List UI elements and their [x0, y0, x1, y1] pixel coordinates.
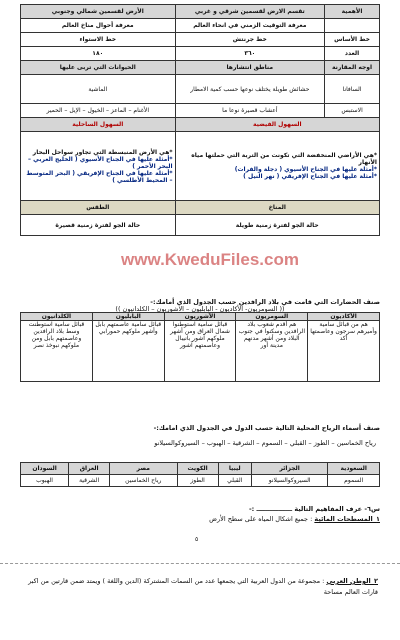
table-cell: الأرض لقسمين شمالي وجنوبي: [21, 5, 176, 19]
choices-line: رياح الخماسين – الطوز – القبلي – السموم – الشرقية – الهبوب – السيروكوالسيلانو: [154, 439, 376, 447]
page-number: ٥: [195, 536, 199, 543]
winds-table: [20, 462, 380, 487]
text-line: *هي الأرض المنبسطة التي تجاور سواحل البحار: [32, 148, 173, 156]
section-title: س٦- عرف المفاهيم التالية ــــــــــــــــ :-: [248, 505, 380, 513]
watermark: www.KweduFiles.com: [121, 250, 299, 269]
flood-plains-cell: [175, 132, 379, 201]
table-cell: حالة الجو لفترة زمنية طويلة: [175, 215, 379, 236]
table-cell: المناخ: [175, 201, 379, 215]
term-label: ٢_الوطن العربي: [326, 577, 378, 585]
table-cell: اوجه المقارنة: [325, 61, 380, 75]
table-header: الأكاديون: [308, 313, 380, 321]
section-title: صنف الحضارات التي قامت في بلاد الرافدين حسب الجدول الذي أمامك:-: [150, 298, 380, 306]
table-cell: هم أقدم شعوب بلاد الرافدين وسكنوا في جنوب البلاد ومن أشهر مدنهم مدينة أور: [236, 321, 308, 382]
table-cell: الحيوانات التي تربى عليها: [21, 61, 176, 75]
table-cell: الأغنام – الماعز – الخيول – الإبل – الحمير: [21, 104, 176, 118]
term-definition: : مجموعة من الدول العربية التي يجمعها عدد من السمات المشتركة (الدين واللغة ) ويمتد ضمن قارتين من اكبر قارات العالم مساحة: [28, 577, 378, 596]
section-title: صنف أسماء الرياح المحلية التالية حسب الدول في الجدول الذي امامك:-: [153, 424, 380, 432]
page-divider: [0, 563, 400, 565]
table-header: البابليون: [92, 313, 164, 321]
table-header: السعودية: [328, 463, 380, 475]
table-cell: الهبوب: [21, 475, 69, 487]
text-line: *أمثلة عليها في الجناح الأسيوي ( دجلة والفرات): [234, 166, 377, 173]
table-cell: معرفة التوقيت الزمني في انحاء العالم: [175, 19, 325, 33]
table-header: مصر: [110, 463, 177, 475]
civilizations-table: [20, 312, 380, 382]
table-header: السودان: [21, 463, 69, 475]
table-header: الجزائر: [251, 463, 328, 475]
table-cell: الاستبس: [325, 104, 380, 118]
term-definition: : جميع اشكال المياه على سطح الأرض: [209, 515, 313, 523]
table-cell: القبلي: [218, 475, 251, 487]
table-header: ليبيا: [218, 463, 251, 475]
coastal-plains-cell: [21, 132, 176, 201]
table-cell: الماشية: [21, 75, 176, 104]
table-cell: السموم: [328, 475, 380, 487]
text-line: *أمثلة عليها في الجناح الأسيوي ( الخليج العربي – البحر الأحمر ): [28, 155, 173, 170]
table-cell: السافانا: [325, 75, 380, 104]
table-cell: خط الاستواء: [21, 33, 176, 47]
table-cell: رياح الخماسين: [110, 475, 177, 487]
table-header: الكويت: [177, 463, 218, 475]
text-line: *هي الأراضي المنخفضة التي تكونت من التربة التي حملتها مياه الأنهار: [191, 152, 377, 166]
table-cell: أعشاب قصيرة نوعا ما: [175, 104, 325, 118]
choices-line: (( السومريون- الأكاديون - البابليون – الاشوريون – الكلدانيون )): [115, 305, 285, 313]
table-cell: قبائل سامية عاصمتهم بابل وأشهر ملوكهم حمورابي: [92, 321, 164, 382]
text-line: *أمثلة عليها في الجناح الإفريقي ( نهر النيل ): [243, 173, 377, 180]
table-cell: قبائل سامية استوطنت وسط بلاد الرافدين وعاصمتهم بابل ومن ملوكهم نبوخذ نصر: [21, 321, 93, 382]
table-cell: قبائل سامية استوطنوا شمال العراق ومن أشهر ملوكهم آشور بانيبال وعاصمتهم آشور: [164, 321, 236, 382]
table-cell: الشرقية: [69, 475, 110, 487]
text-line: *أمثلة عليها في الجناح الإفريقي ( البحر المتوسط – المحيط الأطلسي ): [26, 169, 173, 184]
table-cell: حشائش طويلة يختلف نوعها حسب كمية الامطار: [175, 75, 325, 104]
comparison-table: [20, 4, 380, 236]
table-cell: ٣٦٠: [175, 47, 325, 61]
table-cell: السهول الساحلية: [21, 118, 176, 132]
table-header: الكلدانيون: [21, 313, 93, 321]
table-cell: الطوز: [177, 475, 218, 487]
definition-line: [20, 515, 380, 523]
table-cell: تقسم الارض لقسمين شرقي و غربي: [175, 5, 325, 19]
definition-line: [22, 576, 378, 598]
table-header: العراق: [69, 463, 110, 475]
table-cell: الطقس: [21, 201, 176, 215]
table-cell: حالة الجو لفترة زمنية قصيرة: [21, 215, 176, 236]
table-header: السومريون: [236, 313, 308, 321]
table-cell: خط جرنتش: [175, 33, 325, 47]
table-cell: السهول الفيضية: [175, 118, 379, 132]
table-cell: خط الأساس: [325, 33, 380, 47]
table-cell: معرفة أحوال مناخ العالم: [21, 19, 176, 33]
table-header: الآشوريون: [164, 313, 236, 321]
term-label: ١_المسطحات المائية: [314, 515, 380, 523]
table-cell: مناطق انتشارها: [175, 61, 325, 75]
table-cell: [325, 19, 380, 33]
table-cell: ١٨٠: [21, 47, 176, 61]
table-cell: السيروكوالسيلانو: [251, 475, 328, 487]
table-cell: العدد: [325, 47, 380, 61]
table-cell: هم من قبائل سامية وأميرهم سرجون وعاصمتها أكد: [308, 321, 380, 382]
table-cell: الأهمية: [325, 5, 380, 19]
